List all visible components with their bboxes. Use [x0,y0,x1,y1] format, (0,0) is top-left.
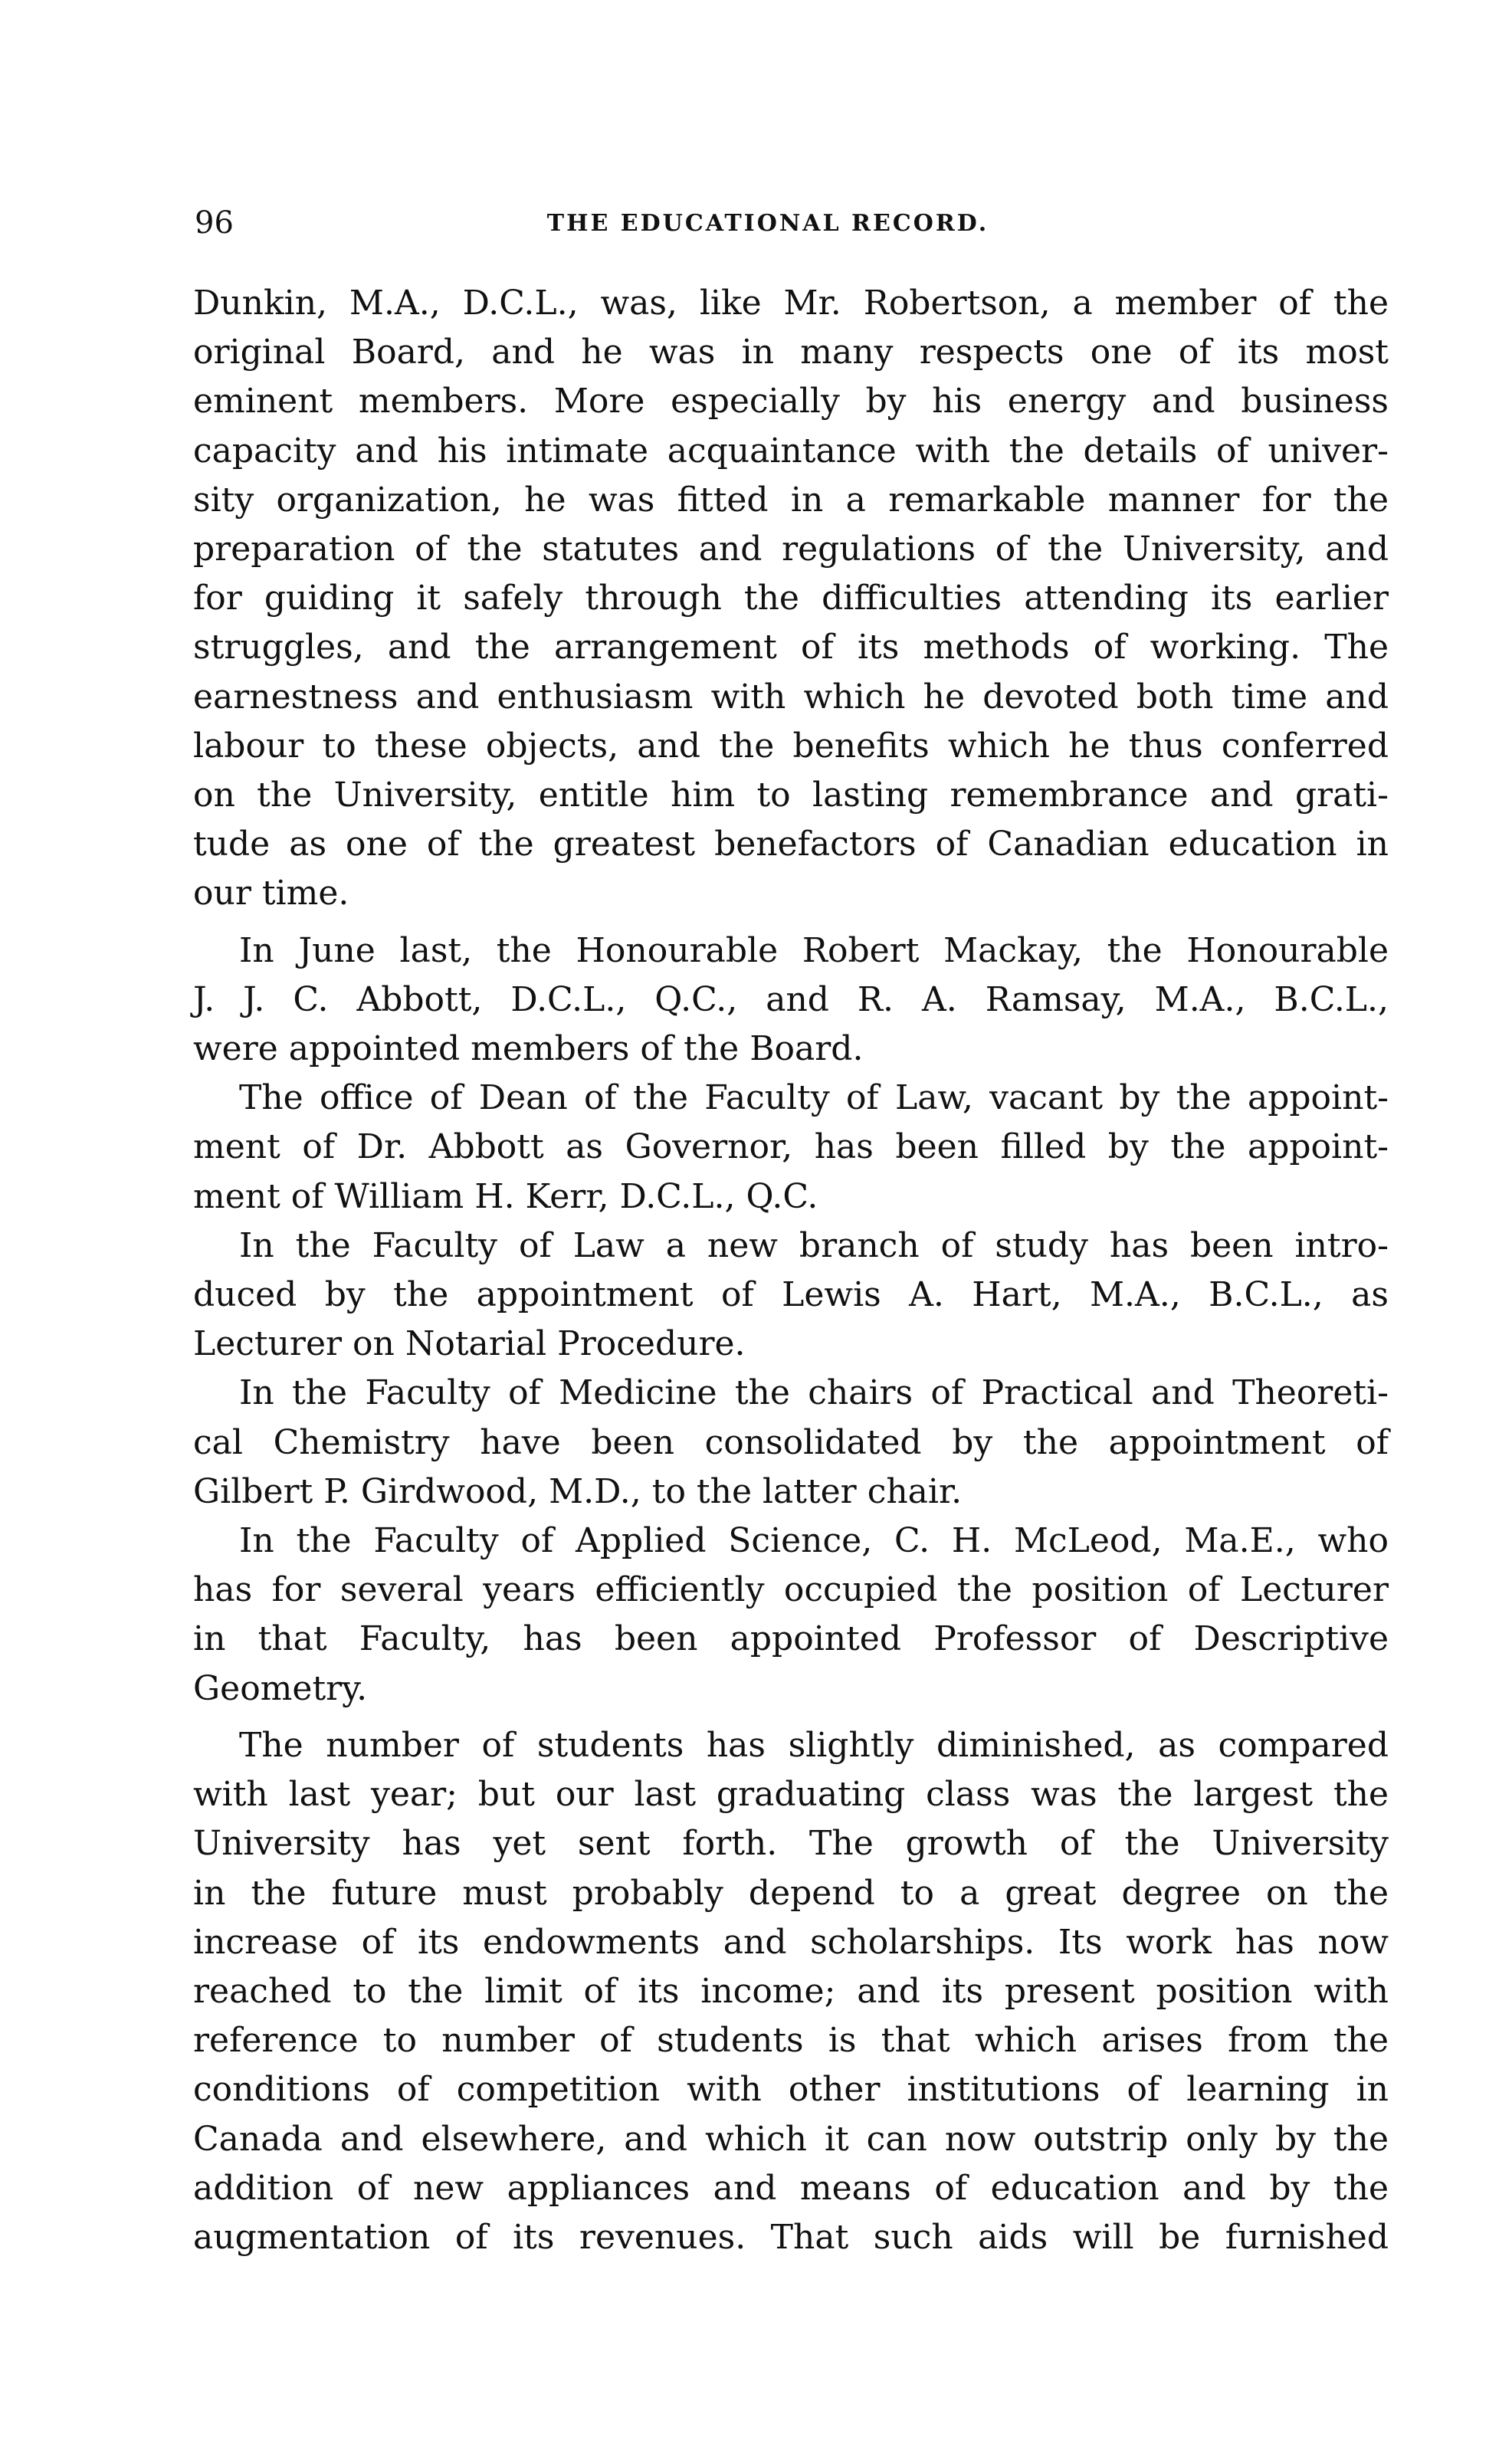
printed-page [193,201,1389,2262]
text-line: cal Chemistry have been consolidated by the appointment of [193,1422,1389,1462]
text-line: Lecturer on Notarial Procedure. [193,1324,746,1364]
text-line: In the Faculty of Applied Science, C. H. McLeod, Ma.E., who [239,1521,1389,1561]
text-line: eminent members. More especially by his energy and business [193,382,1389,421]
text-line: Gilbert P. Girdwood, M.D., to the latter chair. [193,1471,963,1511]
paragraph [193,926,1389,1074]
text-line: reference to number of students is that which arises from the [193,2021,1389,2061]
text-line: has for several years efficiently occupied the position of Lecturer [193,1570,1389,1610]
text-line: ment of Dr. Abbott as Governor, has been filled by the appoint- [193,1127,1389,1167]
paragraph [193,1369,1389,1517]
paragraph [193,1222,1389,1369]
text-line: ment of William H. Kerr, D.C.L., Q.C. [193,1176,818,1216]
text-line: addition of new appliances and means of education and by the [193,2168,1389,2208]
text-line: original Board, and he was in many respects one of its most [193,333,1389,372]
text-line: reached to the limit of its income; and its present position with [193,1971,1389,2011]
text-line: sity organization, he was fitted in a remarkable manner for the [193,480,1389,520]
text-line: The office of Dean of the Faculty of Law, vacant by the appoint- [239,1078,1389,1118]
text-line: University has yet sent forth. The growth of the University [193,1824,1389,1864]
paragraph [193,1517,1389,1714]
text-line: The number of students has slightly diminished, as compared [239,1725,1389,1765]
paragraph [193,1074,1389,1222]
text-line: struggles, and the arrangement of its methods of working. The [193,628,1389,667]
text-line: capacity and his intimate acquaintance with the details of univer- [193,431,1389,471]
text-line: on the University, entitle him to lasting remembrance and grati- [193,776,1389,815]
text-line: with last year; but our last graduating class was the largest the [193,1775,1389,1815]
text-line: J. J. C. Abbott, D.C.L., Q.C., and R. A. Ramsay, M.A., B.C.L., [193,979,1389,1019]
text-line: Geometry. [193,1668,368,1708]
text-line: in that Faculty, has been appointed Professor of Descriptive [193,1619,1389,1659]
text-line: In June last, the Honourable Robert Mackay, the Honourable [239,930,1389,970]
text-line: earnestness and enthusiasm with which he devoted both time and [193,677,1389,717]
text-line: conditions of competition with other institutions of learning in [193,2070,1389,2110]
text-line: Canada and elsewhere, and which it can now outstrip only by the [193,2119,1389,2159]
text-line: for guiding it safely through the difficulties attending its earlier [193,579,1389,618]
text-line: labour to these objects, and the benefits which he thus conferred [193,726,1389,766]
text-line: preparation of the statutes and regulations of the University, and [193,530,1389,569]
text-line: in the future must probably depend to a great degree on the [193,1873,1389,1913]
text-line: In the Faculty of Medicine the chairs of Practical and Theoreti- [239,1373,1389,1413]
text-line: our time. [193,874,349,913]
text-line: In the Faculty of Law a new branch of study has been intro- [239,1225,1389,1265]
text-line: increase of its endowments and scholarships. Its work has now [193,1922,1389,1962]
body-text [193,279,1389,2262]
text-line: augmentation of its revenues. That such aids will be furnished [193,2217,1389,2257]
running-head [193,201,1389,250]
paragraph [193,1721,1389,2262]
text-line: duced by the appointment of Lewis A. Hart, M.A., B.C.L., as [193,1275,1389,1315]
text-line: Dunkin, M.A., D.C.L., was, like Mr. Robertson, a member of the [193,284,1389,323]
text-line: tude as one of the greatest benefactors of Canadian education in [193,825,1389,864]
text-line: were appointed members of the Board. [193,1029,864,1069]
journal-title: THE EDUCATIONAL RECORD. [546,210,989,237]
page-number: 96 [195,205,234,241]
paragraph [193,279,1389,919]
